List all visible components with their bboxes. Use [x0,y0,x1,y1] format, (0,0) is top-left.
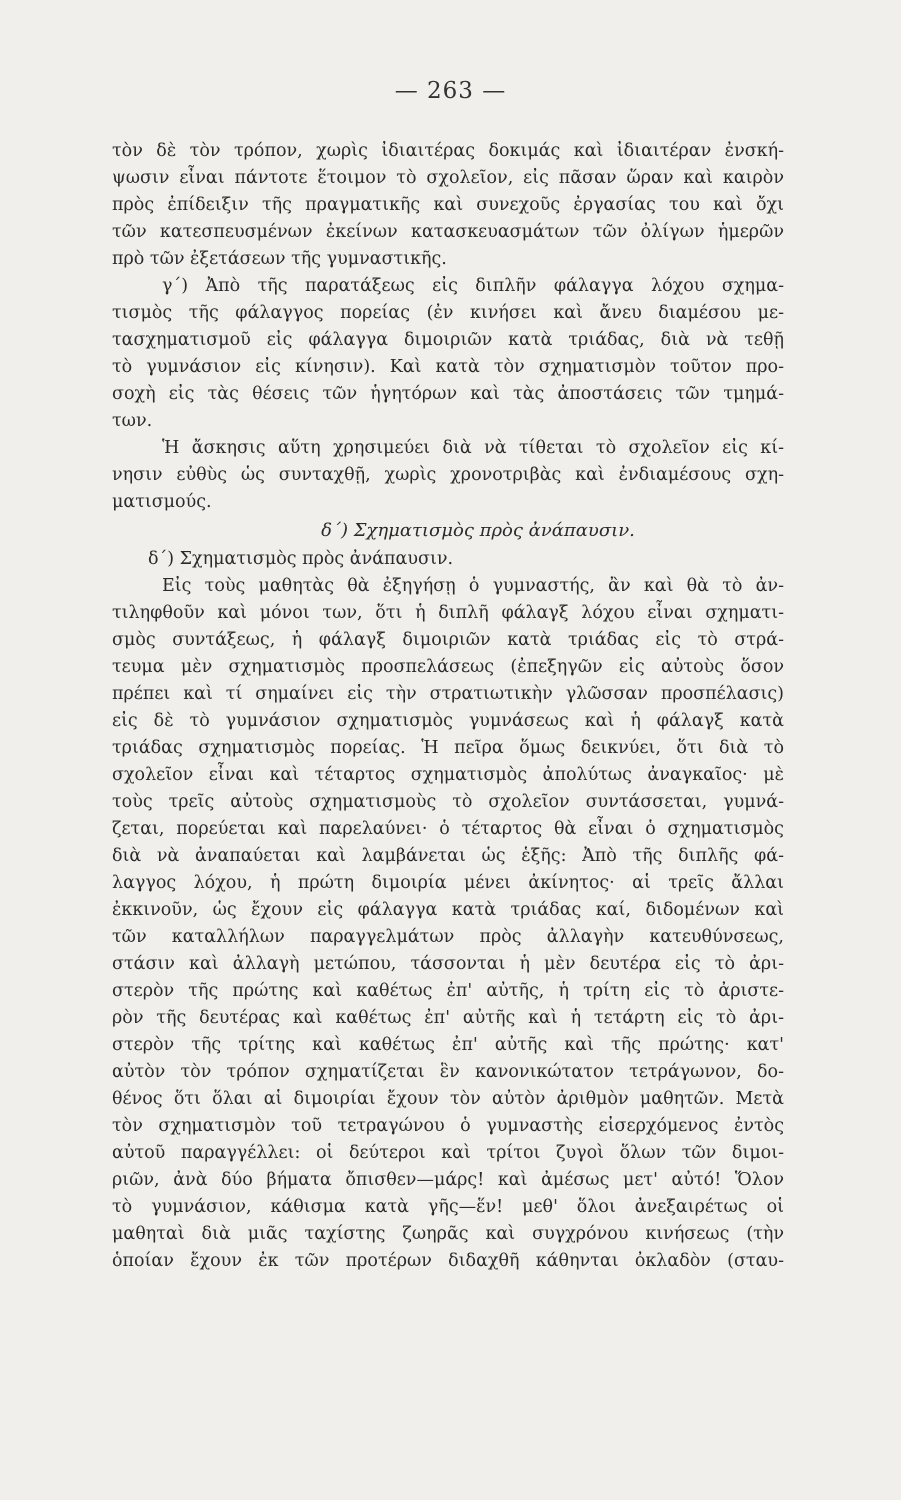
text-line: ματισμούς. [112,492,212,512]
text-line: ρὸν τῆς δευτέρας καὶ καθέτως ἐπ' αὐτῆς καὶ ἡ τετάρτη εἰς τὸ ἀρι- [112,1008,784,1028]
text-line: ψωσιν εἶναι πάντοτε ἕτοιμον τὸ σχολεῖον, εἰς πᾶσαν ὥραν καὶ καιρὸν [112,168,784,188]
text-line: τασχηματισμοῦ εἰς φάλαγγα διμοιριῶν κατὰ τριάδας, διὰ νὰ τεθῇ [112,330,784,350]
section-heading: δ΄) Σχηματισμὸς πρὸς ἀνάπαυσιν. [321,520,635,541]
text-line: αὐτὸν τὸν τρόπον σχηματίζεται ἓν κανονικώτατον τετράγωνον, δο- [112,1062,784,1082]
text-line: δ΄) Σχηματισμὸς πρὸς ἀνάπαυσιν. [148,549,454,569]
text-line: σοχὴ εἰς τὰς θέσεις τῶν ἡγητόρων καὶ τὰς ἀποστάσεις τῶν τμημά- [112,384,784,404]
text-line: στερὸν τῆς πρώτης καὶ καθέτως ἐπ' αὐτῆς, ἡ τρίτη εἰς τὸ ἀριστε- [112,981,784,1001]
text-line: μαθηταὶ διὰ μιᾶς ταχίστης ζωηρᾶς καὶ συγχρόνου κινήσεως (τὴν [112,1224,784,1244]
text-line: τευμα μὲν σχηματισμὸς προσπελάσεως (ἐπεξηγῶν εἰς αὐτοὺς ὅσον [112,657,784,677]
text-line: Εἰς τοὺς μαθητὰς θὰ ἐξηγήσῃ ὁ γυμναστής, ἂν καὶ θὰ τὸ ἀν- [162,576,784,596]
text-line: τὸ γυμνάσιον εἰς κίνησιν). Καὶ κατὰ τὸν σχηματισμὸν τοῦτον προ- [112,357,784,377]
text-line: νησιν εὐθὺς ὡς συνταχθῇ, χωρὶς χρονοτριβὰς καὶ ἐνδιαμέσους σχη- [112,465,784,485]
text-line: τισμὸς τῆς φάλαγγος πορείας (ἐν κινήσει καὶ ἄνευ διαμέσου με- [112,303,784,323]
text-line: αὐτοῦ παραγγέλλει: οἱ δεύτεροι καὶ τρίτοι ζυγοὶ ὅλων τῶν διμοι- [112,1143,784,1163]
page-number: — 263 — [394,78,507,104]
text-line: τὸ γυμνάσιον, κάθισμα κατὰ γῆς—ἕν! μεθ' ὅλοι ἀνεξαιρέτως οἱ [112,1197,784,1217]
text-line: εἰς δὲ τὸ γυμνάσιον σχηματισμὸς γυμνάσεως καὶ ἡ φάλαγξ κατὰ [112,711,784,731]
text-line: σμὸς συντάξεως, ἡ φάλαγξ διμοιριῶν κατὰ τριάδας εἰς τὸ στρά- [112,630,784,650]
text-line: τῶν κατεσπευσμένων ἐκείνων κατασκευασμάτων τῶν ὀλίγων ἡμερῶν [112,222,784,242]
text-line: διὰ νὰ ἀναπαύεται καὶ λαμβάνεται ὡς ἑξῆς: Ἀπὸ τῆς διπλῆς φά- [112,846,784,866]
text-line: ἐκκινοῦν, ὡς ἔχουν εἰς φάλαγγα κατὰ τριάδας καί, διδομένων καὶ [112,900,784,920]
text-line: σχολεῖον εἶναι καὶ τέταρτος σχηματισμὸς ἀπολύτως ἀναγκαῖος· μὲ [112,765,784,785]
text-line: τριάδας σχηματισμὸς πορείας. Ἡ πεῖρα ὅμως δεικνύει, ὅτι διὰ τὸ [112,738,784,758]
text-line: τὸν σχηματισμὸν τοῦ τετραγώνου ὁ γυμναστὴς εἰσερχόμενος ἐντὸς [112,1116,784,1136]
text-line: τιληφθοῦν καὶ μόνοι των, ὅτι ἡ διπλῆ φάλαγξ λόχου εἶναι σχηματι- [112,603,784,623]
text-line: ριῶν, ἀνὰ δύο βήματα ὄπισθεν—μάρς! καὶ ἀμέσως μετ' αὐτό! Ὅλον [112,1170,784,1190]
text-line: πρὸ τῶν ἐξετάσεων τῆς γυμναστικῆς. [112,249,447,269]
text-line: των. [112,411,153,431]
body-text [112,138,784,1275]
text-line: Ἡ ἄσκησις αὕτη χρησιμεύει διὰ νὰ τίθεται τὸ σχολεῖον εἰς κί- [162,438,784,458]
text-line: θένος ὅτι ὅλαι αἱ διμοιρίαι ἔχουν τὸν αὐτὸν ἀριθμὸν μαθητῶν. Μετὰ [112,1089,784,1109]
text-line: γ΄) Ἀπὸ τῆς παρατάξεως εἰς διπλῆν φάλαγγα λόχου σχημα- [162,276,784,296]
text-line: ὁποίαν ἔχουν ἐκ τῶν προτέρων διδαχθῆ κάθηνται ὀκλαδὸν (σταυ- [112,1251,784,1271]
text-line: ζεται, πορεύεται καὶ παρελαύνει· ὁ τέταρτος θὰ εἶναι ὁ σχηματισμὸς [112,819,784,839]
text-line: τὸν δὲ τὸν τρόπον, χωρὶς ἰδιαιτέρας δοκιμάς καὶ ἰδιαιτέραν ἐνσκή- [112,141,784,161]
text-line: στάσιν καὶ ἀλλαγὴ μετώπου, τάσσονται ἡ μὲν δευτέρα εἰς τὸ ἀρι- [112,954,784,974]
text-line: στερὸν τῆς τρίτης καὶ καθέτως ἐπ' αὐτῆς καὶ τῆς πρώτης· κατ' [112,1035,784,1055]
text-line: πρὸς ἐπίδειξιν τῆς πραγματικῆς καὶ συνεχοῦς ἐργασίας του καὶ ὄχι [112,195,784,215]
text-line: πρέπει καὶ τί σημαίνει εἰς τὴν στρατιωτικὴν γλῶσσαν προσπέλασις) [112,684,784,704]
text-line: λαγγος λόχου, ἡ πρώτη διμοιρία μένει ἀκίνητος· αἱ τρεῖς ἄλλαι [112,873,784,893]
text-line: τῶν καταλλήλων παραγγελμάτων πρὸς ἀλλαγὴν κατευθύνσεως, [112,927,784,947]
text-line: τοὺς τρεῖς αὐτοὺς σχηματισμοὺς τὸ σχολεῖον συντάσσεται, γυμνά- [112,792,784,812]
